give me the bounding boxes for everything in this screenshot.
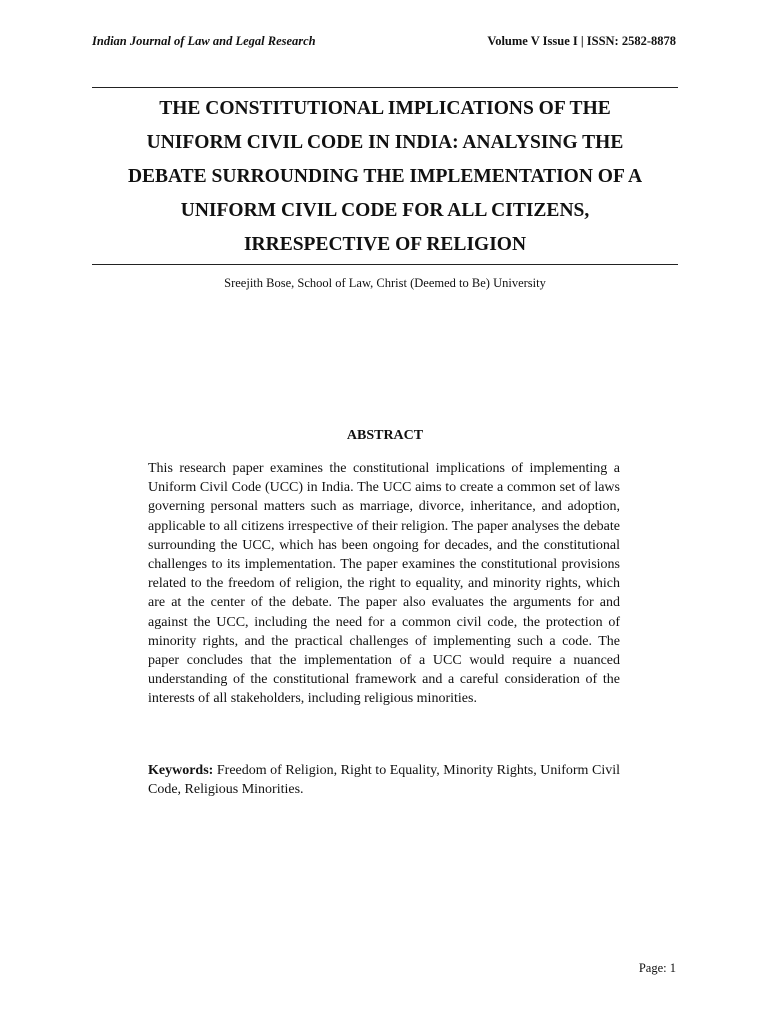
keywords-text: Freedom of Religion, Right to Equality, Minority Rights, Uniform Civil Code, Religious Minorities.	[148, 763, 620, 798]
abstract-heading: ABSTRACT	[346, 428, 424, 443]
title-line: DEBATE SURROUNDING THE IMPLEMENTATION OF A	[127, 166, 643, 187]
title-top-rule	[92, 87, 678, 88]
title-line: UNIFORM CIVIL CODE FOR ALL CITIZENS,	[180, 200, 590, 221]
title-bottom-rule	[92, 264, 678, 265]
title-line: THE CONSTITUTIONAL IMPLICATIONS OF THE	[159, 98, 611, 119]
title-line: UNIFORM CIVIL CODE IN INDIA: ANALYSING THE	[146, 132, 624, 153]
keywords-label: Keywords:	[148, 763, 214, 778]
keywords-paragraph	[148, 761, 620, 799]
issue-info: Volume V Issue I | ISSN: 2582-8878	[487, 34, 676, 48]
title-line: IRRESPECTIVE OF RELIGION	[243, 234, 527, 255]
page-number: Page: 1	[638, 961, 676, 975]
journal-name: Indian Journal of Law and Legal Research	[92, 34, 316, 48]
author-affiliation: Sreejith Bose, School of Law, Christ (Deemed to Be) University	[224, 276, 546, 290]
abstract-body: This research paper examines the constitutional implications of implementing a Uniform Civil Code (UCC) in India. The UCC aims to create a common set of laws governing personal matters such as marriage, divorce, inheritance, and adoption, applicable to all citizens irrespective of their religion. The paper analyses the debate surrounding the UCC, which has been ongoing for decades, and the constitutional challenges to its implementation. The paper examines the constitutional provisions related to the freedom of religion, the right to equality, and minority rights, which are at the center of the debate. The paper also evaluates the arguments for and against the UCC, including the need for a common civil code, the protection of minority rights, and the practical challenges of implementing such a code. The paper concludes that the implementation of a UCC would require a nuanced understanding of the constitutional framework and a careful consideration of the interests of all stakeholders, including religious minorities.	[148, 461, 620, 707]
paper-title	[92, 92, 678, 262]
